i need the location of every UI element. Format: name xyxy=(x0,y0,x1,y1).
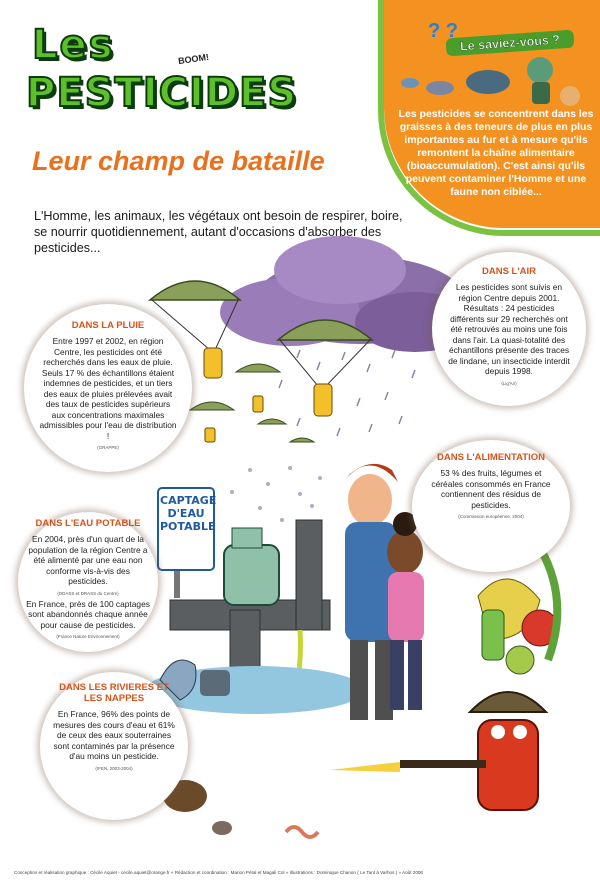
sign-text xyxy=(160,494,217,533)
callout-food-text: 53 % des fruits, légumes et céréales consommés en France contiennent des résidus de pesticides. xyxy=(431,468,551,510)
callout-drinking-water xyxy=(18,512,158,652)
callout-drinking-water-source1: (DDASS et DRASS du Centre) xyxy=(57,590,119,596)
callout-drinking-water-text2: En France, près de 100 captages sont abandonnés chaque année pour cause de pesticides. xyxy=(26,598,150,630)
callout-rain-source: (GRAPPE) xyxy=(97,445,119,450)
callout-drinking-water-heading: DANS L'EAU POTABLE xyxy=(35,518,141,529)
footer-credits: Conception et réalisation graphique : Cécile Aquiet - cecile.aquiet@orange.fr » Rédaction et coordination : Marion Pétal et Magali Col » Illustrations : Dominique Chanon ( Le Tant à Varhos ) » Août 2006 xyxy=(14,870,423,875)
sign-line2: D'EAU xyxy=(167,507,205,520)
callout-rivers-text: En France, 96% des points de mesures des cours d'eau et 61% de ceux des eaux souterraines sont contaminés par la présence d'au moins un pesticide. xyxy=(53,709,175,761)
food-chain-fish xyxy=(401,57,580,106)
callout-air xyxy=(432,252,586,406)
callout-rain-heading: DANS LA PLUIE xyxy=(71,320,145,331)
callout-drinking-water-source2: (France Nature Environnement) xyxy=(56,634,120,639)
callout-drinking-water-text1: En 2004, près d'un quart de la population de la région Centre a été alimenté par une eau non conforme vis-à-vis des pesticides. xyxy=(28,534,148,586)
saviez-title: Le saviez-vous ? xyxy=(446,30,575,57)
subtitle: Leur champ de bataille xyxy=(32,146,325,176)
callout-rivers xyxy=(40,672,188,820)
callout-rain-text: Entre 1997 et 2002, en région Centre, les pesticides ont été recherchés dans les eaux de pluie. Seuls 17 % des échantillons étaient indemnes de pesticides, et un tiers des eaux de pluies prélevées avait des taux de pesticides supérieurs aux concentrations maximales admissibles pour l'eau de distribution ! xyxy=(39,336,177,441)
callout-rain xyxy=(24,304,192,472)
callout-air-heading: DANS L'AIR xyxy=(482,266,536,277)
title-line2: PESTICIDES xyxy=(26,70,298,116)
callout-food-heading: DANS L'ALIMENTATION xyxy=(437,452,545,463)
question-marks-icon: ? ? xyxy=(428,20,458,42)
intro-text: L'Homme, les animaux, les végétaux ont besoin de respirer, boire, se nourrir quotidiennement, autant d'occasions d'absorber des pesticides... xyxy=(34,209,403,255)
sign-line3: POTABLE xyxy=(160,520,216,533)
sign-line1: CAPTAGE xyxy=(160,494,217,507)
boom-text: BOOM! xyxy=(177,51,210,67)
callout-air-text: Les pesticides sont suivis en région Centre depuis 2001. Résultats : 24 pesticides différents sur 29 recherchés ont été retrouvés au moins une fois dans l'air. La quasi-totalité des échantillons présente des traces de lindane, un insecticide interdit depuis 1998. xyxy=(448,282,570,376)
callout-air-source: (Lig'Air) xyxy=(501,380,517,386)
callout-food xyxy=(412,440,570,572)
callout-rivers-source: (IFEN, 2003-2004) xyxy=(95,765,133,771)
callout-rivers-heading: DANS LES RIVIERES ET LES NAPPES xyxy=(59,682,169,704)
saviez-text: Les pesticides se concentrent dans les graisses à des teneurs de plus en plus importantes au fur et à mesure qu'ils remontent la chaîne alimentaire (bioaccumulation). C'est ainsi qu'ils peuvent contaminer l'Homme et une faune non ciblée... xyxy=(398,108,594,198)
title-line1: Les xyxy=(32,22,115,68)
callout-food-source: (Commission européenne, 2004) xyxy=(458,514,524,519)
drop-dots xyxy=(230,466,322,522)
